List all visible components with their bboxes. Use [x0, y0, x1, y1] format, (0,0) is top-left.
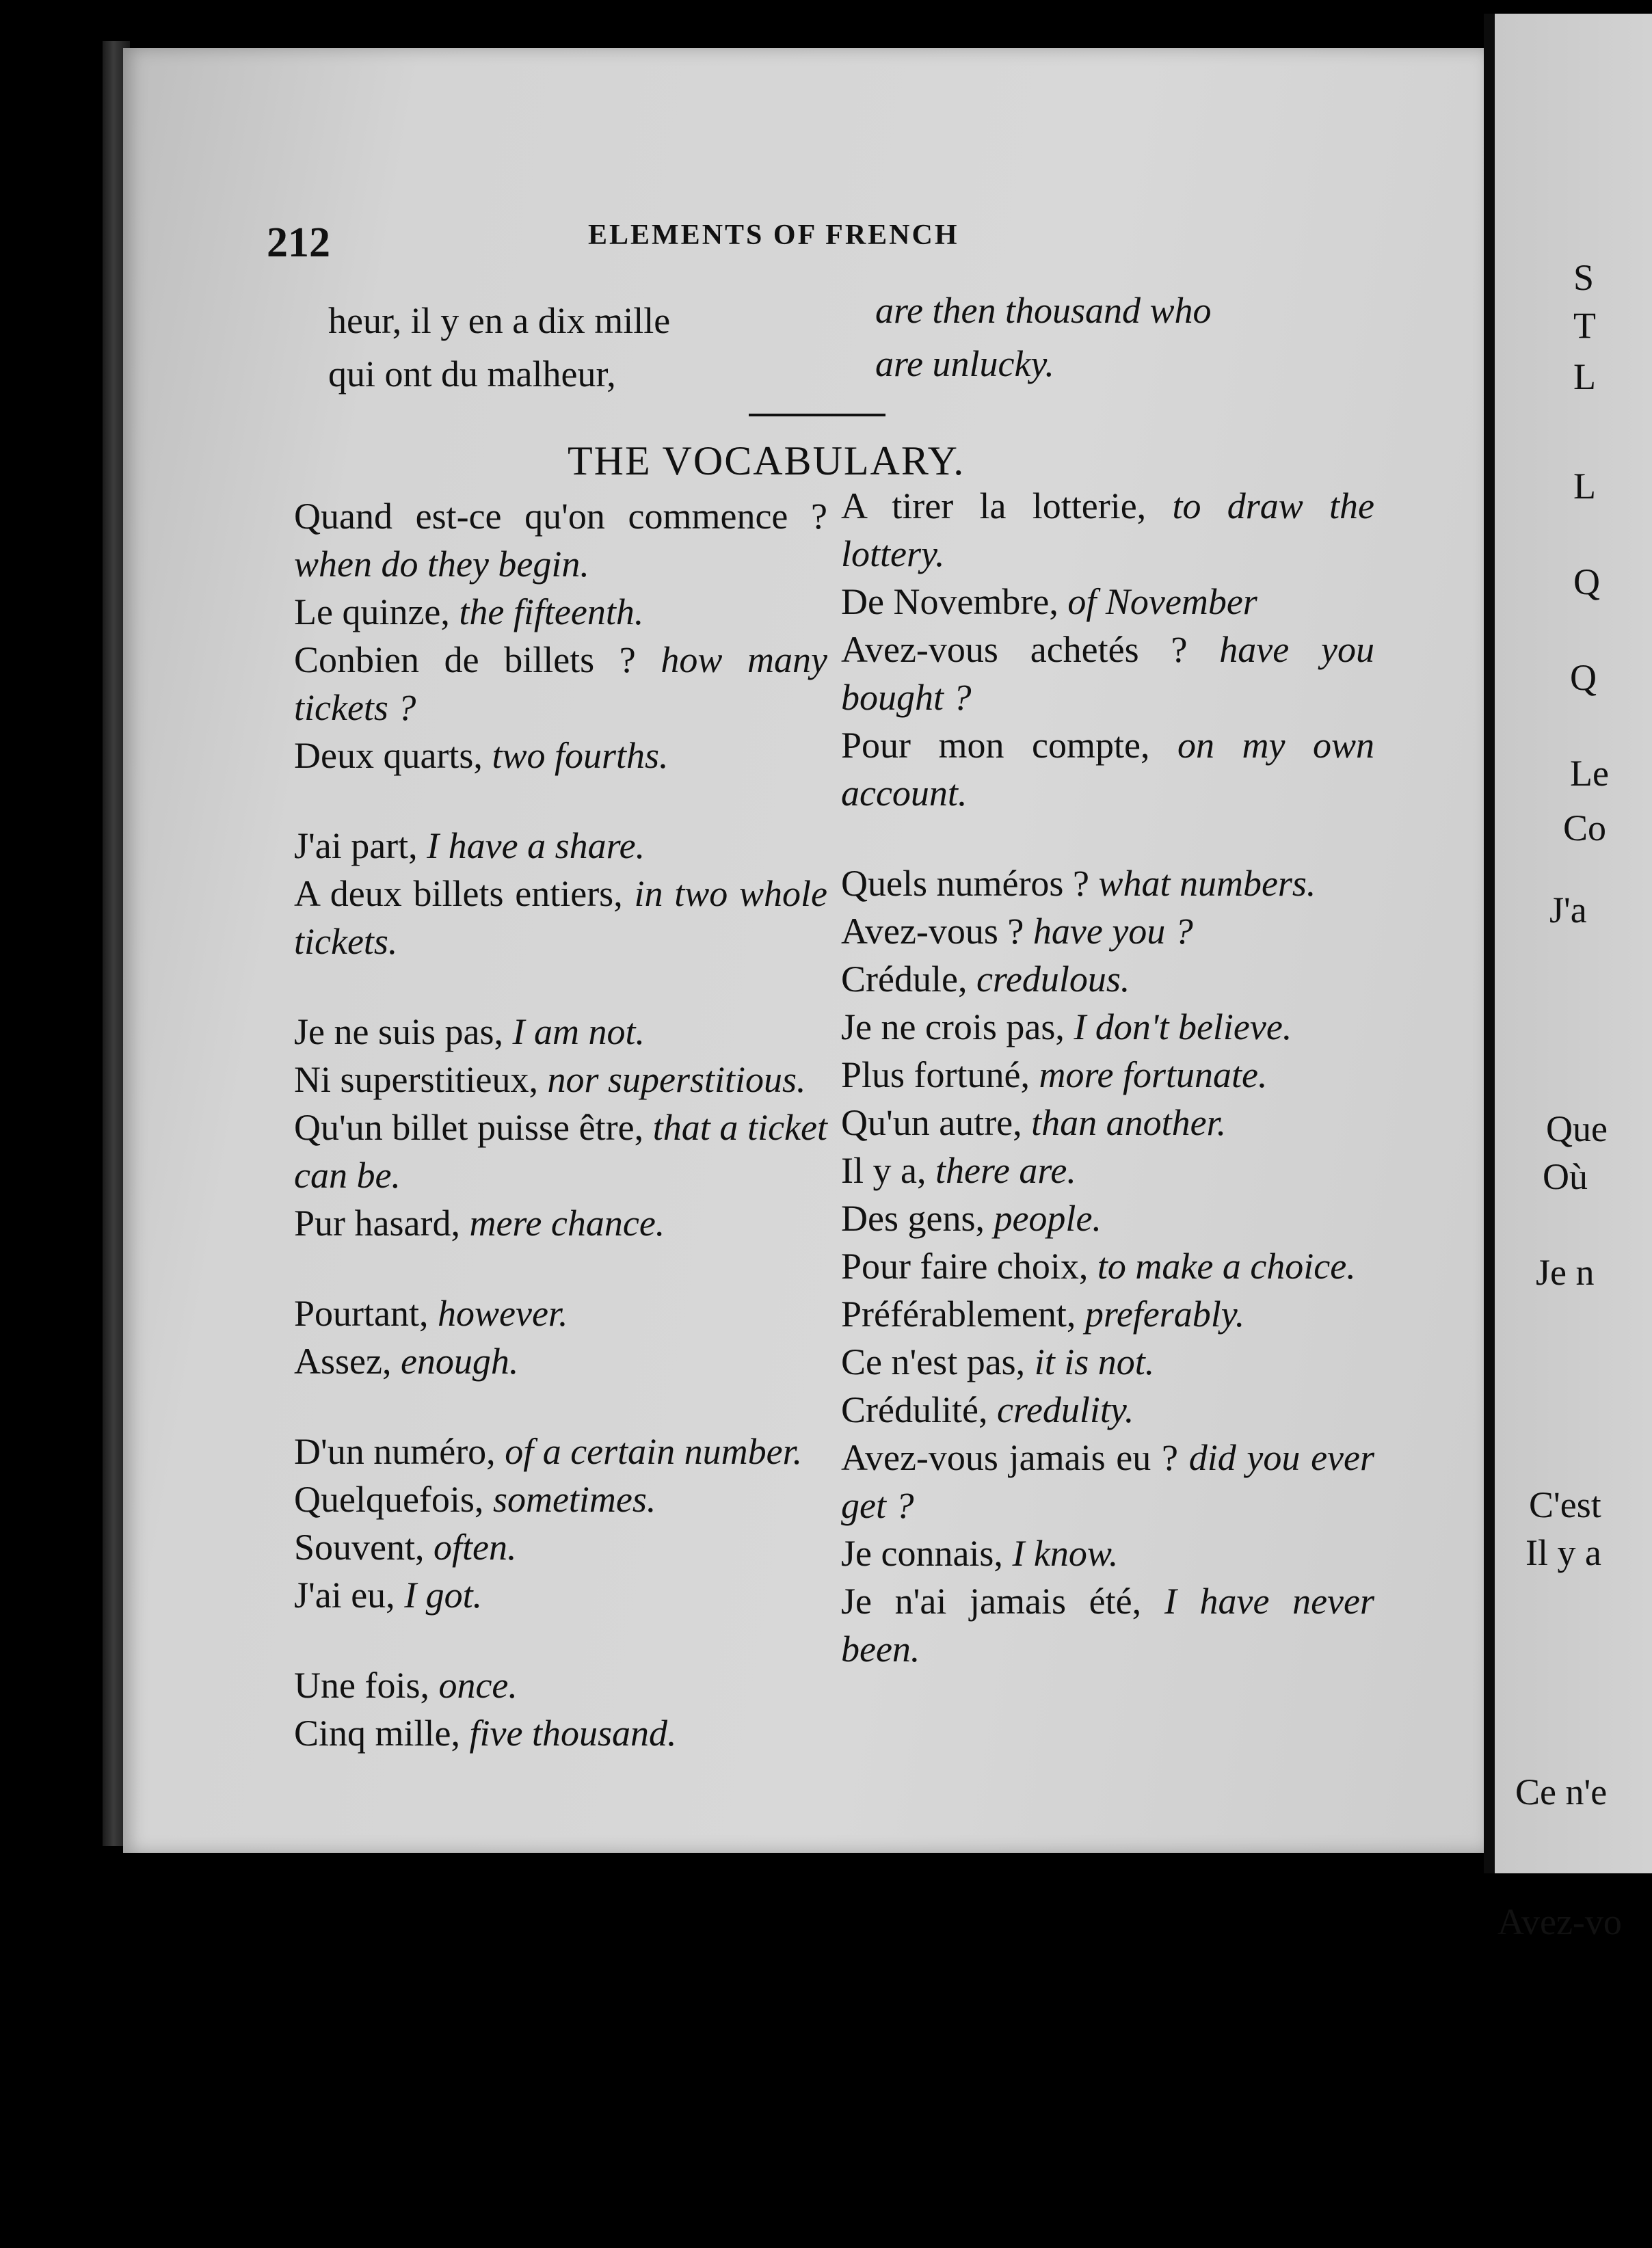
vocab-entry: [841, 1577, 1374, 1673]
vocab-english: when do they begin.: [294, 544, 589, 585]
vocab-french: D'un numéro,: [294, 1431, 496, 1472]
vocab-entry: [294, 1199, 827, 1247]
vocab-english: have you bought ?: [841, 629, 1374, 718]
vocab-english: credulous.: [976, 959, 1130, 1000]
vocab-french: Quels numéros ?: [841, 863, 1089, 904]
vocab-entry: [841, 859, 1374, 907]
vocab-entry: [841, 1147, 1374, 1194]
vocab-entry: [841, 1529, 1374, 1577]
vocab-french: Crédule,: [841, 959, 968, 1000]
vocab-french: Pour mon compte,: [841, 725, 1150, 766]
intro-english: [875, 284, 1395, 390]
vocabulary-left-column: [294, 492, 827, 1757]
adjacent-page-fragment: J'a: [1549, 889, 1587, 931]
vocab-entry: [841, 907, 1374, 955]
vocab-entry: [294, 1571, 827, 1619]
vocab-english: to draw the lottery.: [841, 485, 1375, 574]
adjacent-page-fragment: Que: [1546, 1108, 1608, 1149]
vocab-english: have you ?: [1032, 911, 1193, 952]
adjacent-page-fragment: Je n: [1536, 1252, 1595, 1293]
adjacent-page-fragment: Il y a: [1526, 1532, 1601, 1573]
vocab-english: what numbers.: [1098, 863, 1316, 904]
adjacent-page-fragment: T: [1573, 305, 1596, 346]
vocab-french: Des gens,: [841, 1198, 985, 1239]
vocab-french: Cinq mille,: [294, 1713, 460, 1754]
vocab-english: however.: [438, 1293, 568, 1334]
vocab-french: Pur hasard,: [294, 1203, 460, 1244]
intro-english-line: are then thousand who: [875, 290, 1212, 331]
page-gutter: [1484, 14, 1495, 1873]
vocab-entry: [294, 1103, 827, 1199]
vocab-french: J'ai part,: [294, 825, 418, 866]
vocabulary-right-column: [841, 482, 1374, 1673]
adjacent-page-fragment: Co: [1563, 807, 1607, 848]
vocab-entry: [841, 626, 1374, 721]
vocab-french: Qu'un billet puisse être,: [294, 1107, 644, 1148]
vocab-english: than another.: [1031, 1102, 1227, 1143]
intro-french-line: heur, il y en a dix mille: [328, 300, 671, 341]
vocab-english: enough.: [400, 1341, 519, 1382]
page-number: 212: [267, 219, 330, 266]
intro-english-line: are unlucky.: [875, 343, 1054, 384]
vocab-entry: [294, 822, 827, 870]
vocab-english: on my own account.: [841, 725, 1375, 814]
vocab-french: Il y a,: [841, 1150, 927, 1191]
vocab-french: Crédulité,: [841, 1389, 988, 1430]
vocab-entry: [294, 588, 827, 636]
vocab-entry: [841, 578, 1374, 626]
vocab-french: Une fois,: [294, 1665, 429, 1706]
vocab-entry: [294, 1008, 827, 1056]
adjacent-page: [1495, 14, 1652, 1942]
vocab-english: it is not.: [1034, 1341, 1155, 1382]
vocab-english: credulity.: [996, 1389, 1134, 1430]
vocab-entry: [841, 482, 1374, 578]
vocab-french: Souvent,: [294, 1527, 425, 1568]
vocab-english: to make a choice.: [1097, 1246, 1356, 1287]
adjacent-page-fragment: Q: [1570, 657, 1597, 698]
vocab-entry: [294, 1056, 827, 1103]
vocab-french: Le quinze,: [294, 591, 450, 632]
vocab-french: J'ai eu,: [294, 1575, 395, 1616]
vocab-english: I don't believe.: [1074, 1006, 1292, 1047]
vocab-entry: [294, 1475, 827, 1523]
vocab-french: Pourtant,: [294, 1293, 429, 1334]
adjacent-page-fragment: Où: [1543, 1156, 1588, 1197]
adjacent-page-fragment: S: [1573, 257, 1595, 298]
vocab-french: Je ne crois pas,: [841, 1006, 1065, 1047]
vocab-french: Avez-vous ?: [841, 911, 1024, 952]
vocab-entry: [294, 1289, 827, 1337]
vocab-entry: [294, 1709, 827, 1757]
adjacent-page-fragment: Le: [1570, 753, 1609, 794]
vocab-english: mere chance.: [469, 1203, 665, 1244]
vocab-english: of a certain number.: [505, 1431, 803, 1472]
vocab-entry: [841, 1003, 1374, 1051]
vocab-english: that a ticket can be.: [294, 1107, 827, 1196]
vocab-english: once.: [438, 1665, 518, 1706]
vocab-entry: [841, 721, 1374, 817]
adjacent-page-fragment: C'est: [1529, 1484, 1601, 1525]
vocab-english: I got.: [404, 1575, 483, 1616]
vocab-french: Avez-vous jamais eu ?: [841, 1437, 1178, 1478]
vocab-french: Plus fortuné,: [841, 1054, 1030, 1095]
running-header: ELEMENTS OF FRENCH: [588, 219, 959, 251]
vocab-french: Qu'un autre,: [841, 1102, 1022, 1143]
vocab-entry: [841, 1290, 1374, 1338]
vocab-french: Assez,: [294, 1341, 392, 1382]
vocab-english: in two whole tickets.: [294, 873, 828, 962]
vocab-english: I have a share.: [427, 825, 645, 866]
vocab-entry: [294, 732, 827, 779]
vocab-english: nor superstitious.: [547, 1059, 806, 1100]
section-divider: [749, 414, 885, 416]
vocab-entry: [841, 1194, 1374, 1242]
vocab-entry: [294, 1523, 827, 1571]
vocab-english: how many tickets ?: [294, 639, 828, 728]
vocab-entry: [294, 1428, 827, 1475]
vocab-french: Préférablement,: [841, 1294, 1076, 1335]
vocab-english: often.: [434, 1527, 517, 1568]
vocab-entry: [294, 1661, 827, 1709]
vocab-english: of November: [1067, 581, 1257, 622]
vocab-english: I am not.: [512, 1011, 645, 1052]
vocab-entry: [841, 1242, 1374, 1290]
adjacent-page-fragment: Ce n'e: [1515, 1771, 1608, 1812]
vocab-french: Quand est-ce qu'on commence ?: [294, 496, 827, 537]
vocab-entry: [841, 955, 1374, 1003]
vocab-french: Avez-vous achetés ?: [841, 629, 1188, 670]
adjacent-page-fragment: L: [1573, 356, 1596, 397]
vocab-english: two fourths.: [492, 735, 669, 776]
vocab-entry: [841, 1338, 1374, 1386]
vocab-entry: [841, 1386, 1374, 1434]
vocab-entry: [841, 1434, 1374, 1529]
vocab-french: Je ne suis pas,: [294, 1011, 503, 1052]
vocab-french: Je n'ai jamais été,: [841, 1581, 1142, 1622]
vocab-english: people.: [994, 1198, 1102, 1239]
vocab-french: De Novembre,: [841, 581, 1058, 622]
vocab-entry: [294, 1337, 827, 1385]
vocab-english: sometimes.: [492, 1479, 656, 1520]
vocab-french: Quelquefois,: [294, 1479, 484, 1520]
vocab-french: Deux quarts,: [294, 735, 483, 776]
adjacent-page-fragment: Avez-vo: [1497, 1901, 1622, 1942]
vocab-english: five thousand.: [469, 1713, 677, 1754]
vocab-french: Pour faire choix,: [841, 1246, 1089, 1287]
vocab-entry: [841, 1099, 1374, 1147]
adjacent-page-fragment: L: [1573, 466, 1596, 507]
vocab-french: Ni superstitieux,: [294, 1059, 538, 1100]
vocab-french: Ce n'est pas,: [841, 1341, 1026, 1382]
adjacent-page-fragment: Q: [1573, 561, 1600, 602]
vocab-entry: [294, 870, 827, 965]
vocab-french: Je connais,: [841, 1533, 1003, 1574]
vocab-english: preferably.: [1084, 1294, 1245, 1335]
vocab-french: A tirer la lotterie,: [841, 485, 1147, 526]
vocab-english: I know.: [1012, 1533, 1119, 1574]
intro-french: [328, 294, 821, 401]
vocab-french: A deux billets entiers,: [294, 873, 623, 914]
vocab-english: did you ever get ?: [841, 1437, 1375, 1526]
vocab-english: I have never been.: [841, 1581, 1375, 1670]
vocab-french: Conbien de billets ?: [294, 639, 636, 680]
intro-french-line: qui ont du malheur,: [328, 353, 616, 394]
vocab-entry: [294, 636, 827, 732]
section-title: THE VOCABULARY.: [568, 438, 965, 483]
vocab-english: more fortunate.: [1039, 1054, 1268, 1095]
vocab-english: the fifteenth.: [459, 591, 644, 632]
vocab-entry: [841, 1051, 1374, 1099]
vocab-entry: [294, 492, 827, 588]
vocab-english: there are.: [935, 1150, 1076, 1191]
